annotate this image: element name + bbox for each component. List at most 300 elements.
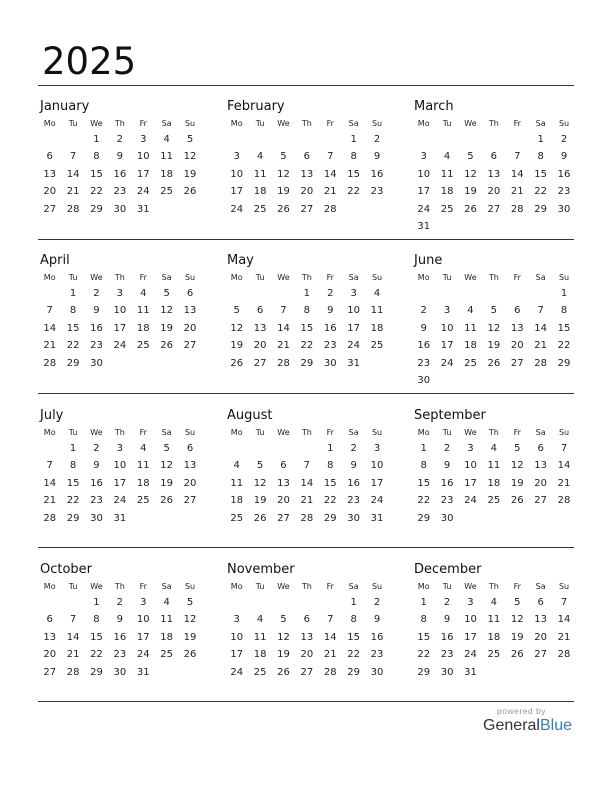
weekday-label: Sa (348, 119, 359, 128)
day-cell: 7 (46, 305, 53, 317)
day-cell: 22 (90, 649, 103, 661)
day-cell: 23 (347, 495, 361, 507)
day-cell: 28 (66, 666, 80, 678)
month-grid (412, 271, 570, 389)
day-cell: 31 (136, 203, 150, 215)
day-cell: 30 (417, 374, 431, 386)
day-cell: 26 (183, 186, 197, 198)
weekday-label: Tu (68, 273, 78, 282)
weekday-label: Fr (326, 428, 334, 437)
day-cell: 8 (350, 151, 357, 163)
day-cell: 23 (557, 186, 571, 198)
day-cell: 11 (370, 305, 384, 317)
weekday-label: Th (488, 273, 499, 282)
day-cell: 27 (487, 203, 501, 215)
month-grid (412, 117, 570, 235)
day-cell: 2 (560, 134, 568, 145)
weekday-label: Su (371, 582, 383, 591)
day-cell: 11 (230, 477, 244, 489)
weekday-label: Fr (139, 428, 147, 437)
weekday-label: Mo (417, 428, 430, 437)
day-cell: 2 (350, 443, 357, 454)
day-cell: 15 (417, 631, 431, 643)
weekday-label: Mo (230, 428, 243, 437)
day-cell: 22 (417, 649, 431, 661)
day-cell: 13 (183, 305, 197, 317)
day-cell: 7 (327, 614, 334, 626)
day-cell: 11 (464, 322, 477, 334)
weekday-label: Su (558, 582, 570, 591)
month-name: May (227, 253, 254, 268)
day-cell: 10 (417, 168, 431, 180)
day-cell: 26 (510, 495, 524, 507)
day-cell: 5 (280, 151, 287, 163)
day-cell: 30 (323, 357, 337, 369)
month-name: February (227, 99, 285, 114)
day-cell: 18 (370, 322, 384, 334)
day-cell: 26 (253, 512, 267, 524)
day-cell: 26 (487, 357, 501, 369)
day-cell: 28 (66, 203, 80, 215)
powered-by-text: powered by (497, 706, 546, 716)
month-grid (38, 580, 196, 681)
day-cell: 2 (327, 288, 334, 299)
day-cell: 13 (277, 477, 290, 489)
footer-branding (483, 706, 572, 736)
weekday-label: Tu (442, 119, 452, 128)
day-cell: 11 (253, 631, 267, 643)
day-cell: 20 (277, 495, 290, 507)
day-cell: 25 (253, 666, 267, 678)
weekday-label: Sa (348, 428, 359, 437)
day-cell: 17 (370, 477, 384, 489)
empty-cell (38, 285, 61, 302)
day-cell: 15 (534, 168, 548, 180)
day-cell: 4 (490, 597, 498, 608)
day-cell: 11 (253, 168, 267, 180)
weekday-label: Th (301, 119, 312, 128)
empty-cell (38, 131, 61, 148)
brand-name-part2: Blue (539, 717, 572, 734)
day-cell: 26 (160, 495, 174, 507)
day-cell: 27 (534, 495, 548, 507)
day-cell: 10 (347, 305, 361, 317)
month-july (38, 408, 196, 527)
day-cell: 12 (277, 631, 290, 643)
day-cell: 21 (534, 340, 548, 352)
day-cell: 5 (163, 443, 170, 454)
day-cell: 30 (90, 357, 103, 369)
day-cell: 25 (136, 495, 150, 507)
day-cell: 4 (467, 305, 474, 317)
day-cell: 20 (43, 649, 57, 661)
day-cell: 27 (183, 340, 197, 352)
day-cell: 25 (160, 186, 174, 198)
empty-cell (248, 285, 271, 302)
day-cell: 19 (160, 322, 174, 334)
empty-cell (435, 285, 458, 302)
day-cell: 25 (230, 512, 244, 524)
day-cell: 22 (417, 495, 431, 507)
day-cell: 12 (183, 614, 197, 626)
day-cell: 30 (347, 512, 361, 524)
day-cell: 10 (464, 614, 477, 626)
day-cell: 23 (440, 495, 454, 507)
day-cell: 27 (300, 666, 314, 678)
brand-name-part1: General (483, 717, 540, 734)
weekday-label: Th (301, 273, 312, 282)
day-cell: 1 (69, 288, 77, 299)
day-cell: 20 (183, 322, 197, 334)
day-cell: 26 (230, 357, 244, 369)
weekday-label: Tu (255, 119, 265, 128)
empty-cell (506, 131, 529, 148)
day-cell: 16 (440, 477, 454, 489)
day-cell: 17 (136, 631, 150, 643)
day-cell: 5 (514, 443, 521, 454)
day-cell: 23 (90, 340, 103, 352)
day-cell: 3 (443, 305, 451, 317)
day-cell: 3 (233, 614, 240, 626)
day-cell: 17 (113, 322, 127, 334)
empty-cell (319, 131, 342, 148)
day-cell: 29 (90, 666, 103, 678)
weekday-label: Sa (535, 119, 546, 128)
day-cell: 16 (370, 168, 384, 180)
year-title: 2025 (42, 40, 137, 83)
day-cell: 27 (43, 203, 57, 215)
weekday-label: We (464, 428, 477, 437)
day-cell: 11 (487, 460, 501, 472)
day-cell: 17 (464, 631, 477, 643)
day-cell: 19 (277, 649, 290, 661)
day-cell: 15 (300, 322, 314, 334)
empty-cell (248, 131, 271, 148)
day-cell: 30 (440, 666, 454, 678)
day-cell: 16 (113, 631, 127, 643)
weekday-label: Mo (230, 273, 243, 282)
weekday-label: Tu (68, 582, 78, 591)
weekday-label: Tu (68, 119, 78, 128)
day-cell: 30 (440, 512, 454, 524)
day-cell: 26 (277, 203, 290, 215)
weekday-label: Th (114, 428, 125, 437)
day-cell: 16 (417, 340, 431, 352)
weekday-label: Su (371, 428, 383, 437)
weekday-label: Fr (139, 119, 147, 128)
weekday-label: We (277, 582, 290, 591)
empty-cell (272, 285, 295, 302)
weekday-label: Mo (417, 582, 430, 591)
divider (38, 547, 574, 548)
day-cell: 29 (323, 512, 337, 524)
day-cell: 15 (66, 477, 80, 489)
day-cell: 10 (113, 305, 127, 317)
day-cell: 7 (46, 460, 53, 472)
day-cell: 12 (510, 460, 524, 472)
day-cell: 12 (464, 168, 477, 180)
day-cell: 29 (300, 357, 314, 369)
weekday-label: Th (301, 582, 312, 591)
day-cell: 27 (277, 512, 290, 524)
day-cell: 15 (347, 631, 361, 643)
weekday-label: Su (558, 273, 570, 282)
weekday-label: Tu (68, 428, 78, 437)
day-cell: 18 (440, 186, 454, 198)
day-cell: 9 (350, 460, 357, 472)
day-cell: 9 (93, 460, 100, 472)
day-cell: 1 (420, 443, 427, 454)
empty-cell (506, 285, 529, 302)
weekday-label: Mo (43, 582, 56, 591)
day-cell: 26 (160, 340, 174, 352)
divider (38, 393, 574, 394)
day-cell: 17 (464, 477, 477, 489)
day-cell: 28 (510, 203, 524, 215)
month-name: November (227, 562, 295, 577)
empty-cell (272, 131, 295, 148)
month-may (225, 253, 383, 372)
day-cell: 7 (560, 443, 568, 454)
empty-cell (248, 594, 271, 611)
day-cell: 13 (300, 168, 314, 180)
day-cell: 1 (350, 134, 357, 145)
day-cell: 24 (440, 357, 454, 369)
empty-cell (412, 131, 435, 148)
weekday-label: Fr (513, 582, 521, 591)
day-cell: 21 (323, 186, 337, 198)
day-cell: 11 (160, 614, 174, 626)
day-cell: 9 (93, 305, 100, 317)
day-cell: 13 (253, 322, 267, 334)
day-cell: 17 (347, 322, 361, 334)
day-cell: 18 (230, 495, 244, 507)
day-cell: 21 (66, 186, 80, 198)
day-cell: 14 (323, 631, 337, 643)
day-cell: 18 (487, 631, 501, 643)
day-cell: 24 (230, 203, 244, 215)
day-cell: 9 (116, 151, 124, 163)
day-cell: 12 (160, 305, 174, 317)
day-cell: 11 (440, 168, 454, 180)
weekday-label: Th (114, 273, 125, 282)
day-cell: 29 (90, 203, 103, 215)
day-cell: 2 (373, 597, 381, 608)
weekday-label: Su (184, 428, 196, 437)
day-cell: 2 (373, 134, 381, 145)
month-grid (412, 580, 570, 681)
weekday-label: We (464, 119, 477, 128)
weekday-label: We (90, 582, 103, 591)
day-cell: 2 (443, 443, 451, 454)
empty-cell (272, 440, 295, 457)
day-cell: 7 (514, 151, 521, 163)
day-cell: 9 (373, 614, 381, 626)
day-cell: 20 (300, 186, 314, 198)
weekday-label: We (90, 119, 103, 128)
day-cell: 14 (43, 477, 57, 489)
day-cell: 5 (256, 460, 264, 472)
day-cell: 31 (136, 666, 150, 678)
day-cell: 13 (43, 631, 57, 643)
weekday-label: Tu (255, 273, 265, 282)
day-cell: 21 (43, 495, 57, 507)
day-cell: 1 (93, 134, 100, 145)
day-cell: 31 (347, 357, 361, 369)
month-december (412, 562, 570, 681)
day-cell: 29 (347, 666, 361, 678)
weekday-label: Sa (348, 582, 359, 591)
weekday-label: Tu (442, 428, 452, 437)
weekday-label: Fr (513, 119, 521, 128)
day-cell: 14 (277, 322, 290, 334)
day-cell: 20 (300, 649, 314, 661)
day-cell: 2 (116, 134, 124, 145)
weekday-label: Tu (255, 582, 265, 591)
day-cell: 21 (66, 649, 80, 661)
day-cell: 4 (163, 134, 170, 145)
day-cell: 20 (253, 340, 267, 352)
weekday-label: Sa (161, 582, 172, 591)
day-cell: 4 (163, 597, 170, 608)
day-cell: 14 (510, 168, 524, 180)
day-cell: 7 (560, 597, 568, 608)
day-cell: 3 (116, 288, 124, 299)
day-cell: 18 (160, 168, 174, 180)
weekday-label: Su (371, 119, 383, 128)
day-cell: 4 (373, 288, 381, 299)
day-cell: 17 (440, 340, 454, 352)
empty-cell (482, 131, 505, 148)
day-cell: 10 (136, 614, 150, 626)
day-cell: 20 (510, 340, 524, 352)
day-cell: 2 (116, 597, 124, 608)
month-february (225, 99, 383, 218)
day-cell: 15 (66, 322, 80, 334)
day-cell: 11 (160, 151, 174, 163)
day-cell: 13 (534, 460, 548, 472)
day-cell: 18 (253, 649, 267, 661)
weekday-label: Sa (161, 273, 172, 282)
month-april (38, 253, 196, 372)
weekday-label: Sa (161, 119, 172, 128)
empty-cell (38, 594, 61, 611)
day-cell: 10 (230, 168, 244, 180)
day-cell: 29 (557, 357, 571, 369)
day-cell: 24 (136, 649, 150, 661)
weekday-label: Mo (43, 119, 56, 128)
day-cell: 29 (66, 357, 80, 369)
day-cell: 28 (323, 203, 337, 215)
day-cell: 12 (183, 151, 197, 163)
day-cell: 24 (230, 666, 244, 678)
month-name: December (414, 562, 482, 577)
month-grid (412, 426, 570, 527)
day-cell: 1 (93, 597, 100, 608)
day-cell: 3 (116, 443, 124, 454)
day-cell: 23 (113, 649, 127, 661)
day-cell: 30 (557, 203, 571, 215)
day-cell: 4 (140, 288, 147, 299)
day-cell: 15 (90, 168, 103, 180)
month-august (225, 408, 383, 527)
weekday-label: Fr (513, 273, 521, 282)
day-cell: 2 (93, 443, 100, 454)
day-cell: 12 (160, 460, 174, 472)
day-cell: 28 (300, 512, 314, 524)
empty-cell (225, 440, 248, 457)
weekday-label: Tu (442, 582, 452, 591)
day-cell: 23 (323, 340, 337, 352)
empty-cell (295, 594, 318, 611)
day-cell: 14 (557, 614, 571, 626)
weekday-label: Tu (255, 428, 265, 437)
day-cell: 25 (253, 203, 267, 215)
day-cell: 17 (230, 186, 244, 198)
day-cell: 31 (417, 220, 431, 232)
day-cell: 6 (514, 305, 521, 317)
month-name: September (414, 408, 486, 423)
day-cell: 15 (90, 631, 103, 643)
empty-cell (459, 285, 482, 302)
day-cell: 28 (277, 357, 290, 369)
day-cell: 12 (487, 322, 501, 334)
day-cell: 14 (557, 460, 571, 472)
day-cell: 14 (43, 322, 57, 334)
day-cell: 9 (420, 322, 427, 334)
weekday-label: Fr (326, 582, 334, 591)
day-cell: 16 (557, 168, 571, 180)
weekday-label: We (464, 582, 477, 591)
day-cell: 22 (66, 340, 80, 352)
weekday-label: We (277, 119, 290, 128)
day-cell: 17 (113, 477, 127, 489)
month-grid (38, 117, 196, 218)
empty-cell (412, 285, 435, 302)
day-cell: 7 (537, 305, 544, 317)
day-cell: 6 (280, 460, 287, 472)
day-cell: 30 (90, 512, 103, 524)
day-cell: 30 (113, 203, 127, 215)
day-cell: 13 (43, 168, 57, 180)
divider (38, 239, 574, 240)
day-cell: 10 (136, 151, 150, 163)
day-cell: 6 (186, 288, 194, 299)
day-cell: 16 (440, 631, 454, 643)
month-grid (38, 271, 196, 372)
day-cell: 17 (417, 186, 431, 198)
weekday-label: Su (558, 428, 570, 437)
day-cell: 24 (464, 649, 477, 661)
day-cell: 12 (277, 168, 290, 180)
day-cell: 17 (136, 168, 150, 180)
day-cell: 12 (253, 477, 267, 489)
weekday-label: Mo (43, 273, 56, 282)
day-cell: 24 (136, 186, 150, 198)
weekday-label: Su (184, 582, 196, 591)
day-cell: 8 (327, 460, 334, 472)
month-name: April (40, 253, 70, 268)
day-cell: 1 (560, 288, 568, 299)
day-cell: 7 (327, 151, 334, 163)
day-cell: 5 (186, 134, 194, 145)
day-cell: 31 (464, 666, 477, 678)
weekday-label: Fr (139, 273, 147, 282)
day-cell: 22 (557, 340, 571, 352)
day-cell: 19 (487, 340, 501, 352)
empty-cell (61, 131, 84, 148)
empty-cell (295, 440, 318, 457)
